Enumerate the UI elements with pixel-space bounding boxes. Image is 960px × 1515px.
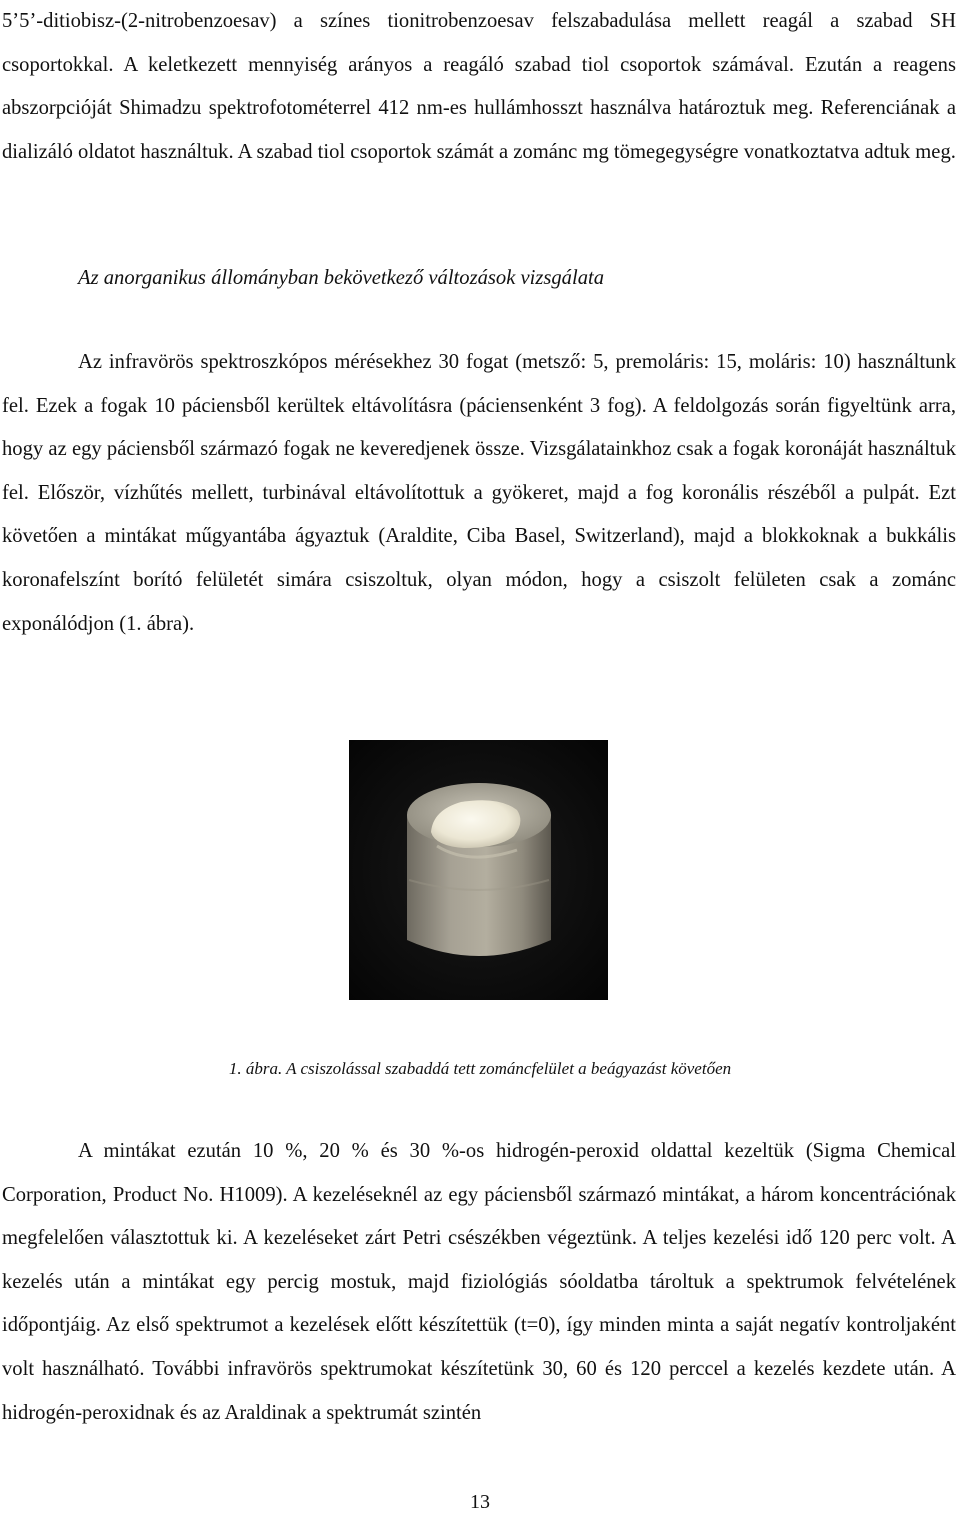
figure-caption: 1. ábra. A csiszolással szabaddá tett zománcfelület a beágyazást követően xyxy=(228,1059,732,1078)
resin-block-image xyxy=(349,740,608,1000)
figure-embedded-tooth-photo xyxy=(349,740,608,1000)
page-number: 13 xyxy=(470,1491,490,1513)
paragraph-peroxide-treatment: A mintákat ezután 10 %, 20 % és 30 %-os hidrogén-peroxid oldattal kezeltük (Sigma Chemical Corporation, Product No. H1009). A kezeléseknél az egy páciensből származó mintákat, a három koncentrációnak megfelelően választottuk ki. A kezeléseket zárt Petri csészékben végeztünk. A teljes kezelési idő 120 perc volt. A kezelés után a mintákat egy percig mostuk, majd fiziológiás sóoldatba tároltuk a spektrumok felvételének időpontjáig. Az első spektrumot a kezelések előtt készítettük (t=0), így minden minta a saját negatív kontroljaként volt használható. További infravörös spektrumokat készítetünk 30, 60 és 120 perccel a kezelés kezdete után. A hidrogén-peroxidnak és az Araldinak a spektrumát szintén xyxy=(2,1140,956,1424)
paragraph-thiol-assay: 5’5’-ditiobisz-(2-nitrobenzoesav) a színes tionitrobenzoesav felszabadulása mellett reagál a szabad SH csoportokkal. A keletkezett mennyiség arányos a reagáló szabad tiol csoportok számával. Ezután a reagens abszorpcióját Shimadzu spektrofotométerrel 412 nm-es hullámhosszt használva határoztuk meg. Referenciának a dializáló oldatot használtuk. A szabad tiol csoportok számát a zománc mg tömegegységre vonatkoztatva adtuk meg. xyxy=(2,10,956,163)
paragraph-infrared-samples: Az infravörös spektroszkópos mérésekhez 30 fogat (metsző: 5, premoláris: 15, moláris: 10) használtunk fel. Ezek a fogak 10 páciensből kerültek eltávolításra (páciensenként 3 fog). A feldolgozás során figyeltünk arra, hogy az egy páciensből származó fogak ne keveredjenek össze. Vizsgálatainkhoz csak a fogak koronáját használtuk fel. Először, vízhűtés mellett, turbinával eltávolítottuk a gyökeret, majd a fog koronális részéből a pulpát. Ezt követően a mintákat műgyantába ágyaztuk (Araldite, Ciba Basel, Switzerland), majd a blokkoknak a bukkális koronafelszínt borító felületét simára csiszoltuk, olyan módon, hogy a csiszolt felületen csak a zománc exponálódjon (1. ábra). xyxy=(2,351,956,635)
section-subheading: Az anorganikus állományban bekövetkező változások vizsgálata xyxy=(78,267,605,289)
